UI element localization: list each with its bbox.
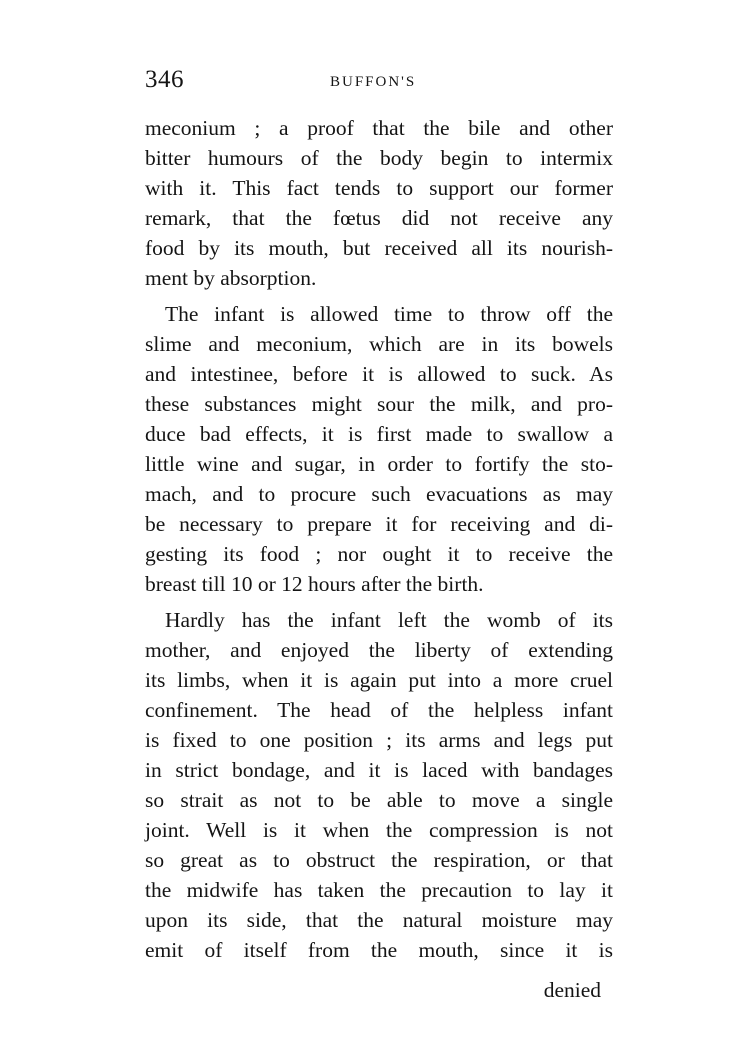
paragraph <box>145 605 613 965</box>
text-line: emit of itself from the mouth, since it is <box>145 938 613 962</box>
text-line: mother, and enjoyed the liberty of extending <box>145 638 613 662</box>
text-line: confinement. The head of the helpless infant <box>145 698 613 722</box>
paragraph <box>145 113 613 293</box>
text-line: its limbs, when it is again put into a more cruel <box>145 668 613 692</box>
page-number: 346 <box>145 66 184 93</box>
text-line: remark, that the fœtus did not receive any <box>145 206 613 230</box>
text-line: so strait as not to be able to move a single <box>145 788 613 812</box>
text-line: food by its mouth, but received all its nourish- <box>145 236 613 260</box>
text-line: slime and meconium, which are in its bowels <box>145 332 613 356</box>
text-line: little wine and sugar, in order to fortify the sto- <box>145 452 613 476</box>
text-line: these substances might sour the milk, and pro- <box>145 392 613 416</box>
text-line: is fixed to one position ; its arms and legs put <box>145 728 613 752</box>
running-head: BUFFON'S <box>330 74 417 90</box>
page-header <box>145 66 615 106</box>
text-line: The infant is allowed time to throw off the <box>165 302 613 326</box>
text-line: bitter humours of the body begin to intermix <box>145 146 613 170</box>
text-line: so great as to obstruct the respiration, or that <box>145 848 613 872</box>
text-line: meconium ; a proof that the bile and other <box>145 116 613 140</box>
text-line: in strict bondage, and it is laced with bandages <box>145 758 613 782</box>
text-line: with it. This fact tends to support our former <box>145 176 613 200</box>
catchword: denied <box>543 978 601 1002</box>
text-line: gesting its food ; nor ought it to receive the <box>145 542 613 566</box>
text-line: ment by absorption. <box>145 266 317 290</box>
paragraph <box>145 299 613 599</box>
text-line: be necessary to prepare it for receiving and di- <box>145 512 613 536</box>
text-line: and intestinee, before it is allowed to suck. As <box>145 362 613 386</box>
text-line: upon its side, that the natural moisture may <box>145 908 613 932</box>
text-line: the midwife has taken the precaution to lay it <box>145 878 613 902</box>
text-line: duce bad effects, it is first made to swallow a <box>145 422 613 446</box>
text-line: mach, and to procure such evacuations as may <box>145 482 613 506</box>
text-line: breast till 10 or 12 hours after the birth. <box>145 572 484 596</box>
text-line: joint. Well is it when the compression is not <box>145 818 613 842</box>
body-text <box>145 113 613 965</box>
text-line: Hardly has the infant left the womb of its <box>165 608 613 632</box>
